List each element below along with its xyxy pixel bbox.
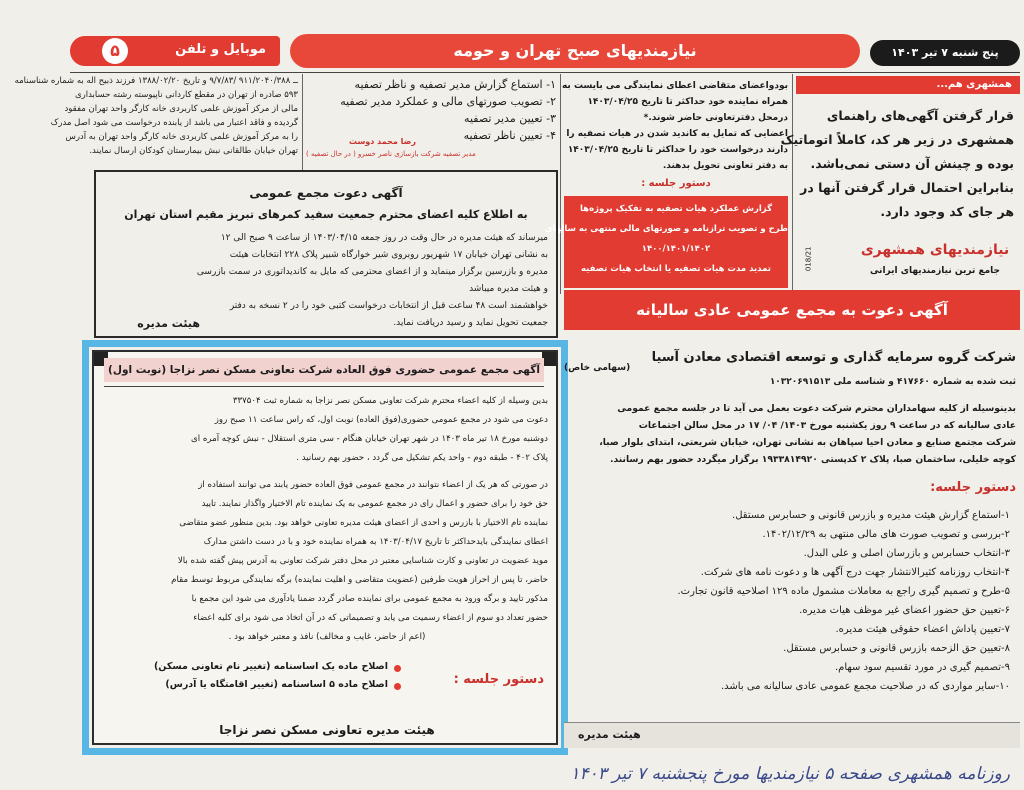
page-number: ۵ [102, 38, 128, 64]
agenda-item: ۷-تعیین پاداش اعضاء حقوقی هیئت مدیره. [835, 624, 1010, 635]
notice-line: اعضایی که تمایل به کاندید شدن در هیات تصفیه را [566, 129, 788, 139]
agenda-red-box [544, 196, 788, 288]
agenda-item: ۵-طرح و تصمیم گیری راجع به معاملات مشمول ماده ۱۲۹ اصلاحیه قانون تجارت. [677, 586, 1010, 597]
company-name: شرکت گروه سرمایه گذاری و توسعه اقتصادی معادن آسیا [651, 350, 1016, 365]
ad-line: حق خود را برای حضور و اعمال رای در مجمع عمومی به یک نماینده تام الاختیار واگذار نمایند. تایید [201, 499, 548, 509]
agenda-title: دستور جلسه : [641, 178, 711, 189]
asia-mining-assembly-ad [564, 290, 1020, 750]
agenda-item: ۲- تصویب صورتهای مالی و عملکرد مدیر تصفیه [340, 95, 556, 108]
ad-line: بدین وسیله از کلیه اعضاء محترم شرکت تعاونی مسکن نصر نزاجا به شماره ثبت ۳۳۷۵۰۴ [232, 396, 548, 406]
guidance-line: همشهری در زیر هر کد، کاملاً اتوماتیک [780, 132, 1014, 147]
notice-line: ــ ۹۱۱/۲۰۴۰/۳۸۸ /۹/۷/۸۳ و تاریخ ۱۳۸۸/۰۲/۲۰ فرزند ذبیح اله به شماره شناسنامه [14, 76, 298, 86]
agenda-item: ۴- تعیین ناظر تصفیه [463, 129, 556, 142]
liquidation-agenda [306, 74, 556, 170]
ad-line: خواهشمند است ۴۸ ساعت قبل از انتخابات درخواست کتبی خود را در ۲ نسخه به دفتر [229, 301, 548, 311]
handwritten-note: روزنامه همشهری صفحه ۵ نیازمندیها مورخ پنجشنبه ۷ تیر ۱۴۰۳ [570, 764, 1010, 784]
ad-line: میرساند که هیئت مدیره در حال وقت در روز جمعه ۱۴۰۳/۰۴/۱۵ از ساعت ۹ صبح الی ۱۲ [220, 233, 548, 243]
bullet-icon [394, 665, 401, 672]
signature-title: مدیر تصفیه شرکت بازسازی ناصر خسرو ( در حال تصفیه ) [306, 150, 476, 158]
ad-line: کوچه خلیلی، ساختمان صبا، پلاک ۲ کدپستی ۱۹۳۳۸۱۴۹۲۰ برگزار میگردد حضور بهم رسانند. [609, 454, 1016, 465]
ad-line: حاضر، تا پس از احراز هویت طرفین (عضویت متقاضی و اهلیت نماینده) برگه نمایندگی مربوط توسط مقام [171, 575, 548, 585]
guidance-line: هر جای کد وجود دارد. [880, 204, 1014, 219]
ad-line: دوشنبه مورخ ۱۸ تیر ماه ۱۴۰۳ در شهر تهران خیابان هنگام - سی متری استقلال - نبش کوچه آمره ای [191, 434, 548, 444]
signature-name: رضا محمد دوست [348, 137, 416, 146]
liquidation-notice-column [544, 74, 788, 294]
ad-signature: هیئت مدیره [137, 317, 200, 330]
agenda-item: طرح و تصویب ترازنامه و صورتهای مالی منتهی به سالهای [544, 224, 788, 234]
ad-line: (اعم از حاضر، غایب و مخالف) نافذ و معتبر خواهد بود . [228, 632, 426, 642]
notice-line: به دفتر تعاونی تحویل بدهند. [662, 161, 788, 171]
lost-certificate-notice [14, 74, 298, 166]
ad-line: مذکور تایید و برگه ورود به مجمع عمومی برای نماینده صادر گردد ضمنا یادآوری می شود این مجمع با [191, 594, 548, 604]
agenda-item: ۱۴۰۰/۱۴۰۱/۱۴۰۲ [641, 244, 711, 254]
agenda-item: ۲-بررسی و تصویب صورت های مالی منتهی به ۱۴۰۲/۱۲/۲۹. [762, 529, 1010, 540]
ad-line: دعوت می شود در مجمع عمومی حضوری(فوق العاده) نوبت اول، که راس ساعت ۱۱ صبح روز [214, 415, 548, 425]
ad-line: جمعیت تحویل نماید و رسید دریافت نماید. [393, 318, 548, 328]
corner-mark [542, 352, 556, 366]
ad-line: به نشانی تهران خیابان ۱۷ شهریور روبروی شیر خوارگاه شبیر پلاک ۲۲۸ انتخابات هیئت [229, 250, 548, 260]
nasr-nezaja-assembly-ad [92, 350, 558, 745]
notice-line: تهران خیابان طالقانی نبش بیمارستان کودکان ارسال نمایند. [89, 146, 298, 156]
column-divider [792, 74, 793, 294]
agenda-item: اصلاح ماده ۵ اساسنامه (تغییر اقامتگاه یا آدرس) [165, 679, 388, 690]
ad-line: و هیئت مدیره میباشد [469, 284, 548, 294]
header-rule [70, 72, 1020, 73]
notice-line: دارند درخواست خود را حداکثر تا تاریخ ۱۴۰۳/۰۴/۲۵ [567, 145, 788, 155]
ad-line: عادی سالیانه که در ساعت ۹ روز یکشنبه مورخ ۱۴۰۳/ ۰۴/ ۱۷ در محل سالن اجتماعات [638, 420, 1016, 431]
ad-line: حضور تعداد دو سوم از اعضاء رسمیت می یابد و تصمیماتی که در آن اتخاذ می شود برای کلیه اعضاء [193, 613, 548, 623]
agenda-item: تمدید مدت هیات تصفیه یا انتخاب هیات تصفیه [581, 264, 771, 274]
ad-line: نماینده تام الاختیار با بازرس و احدی از اعضای هیئت مدیره تعاونی خواهد بود. بدین منظور عضو متقاضی [179, 518, 548, 528]
agenda-item: ۱- استماع گزارش مدیر تصفیه و ناظر تصفیه [354, 78, 556, 91]
agenda-item: ۹-تصمیم گیری در مورد تقسیم سود سهام. [834, 662, 1010, 673]
notice-line: بودواعضای متقاضی اعطای نمایندگی می بایست به [561, 81, 788, 91]
notice-line: را به مرکز آموزش علمی کاربردی خانه کارگر واحد تهران به آدرس [65, 132, 298, 142]
bullet-icon [394, 683, 401, 690]
newspaper-title-banner [290, 34, 860, 68]
agenda-item: ۳-انتخاب حسابرس و بازرسان اصلی و علی البدل. [803, 548, 1010, 559]
ad-line: شرکت مجتمع صنایع و معادن احیا سپاهان به نشانی تهران، خیابان شریعتی، ابتدای بلوار صبا، [599, 437, 1016, 448]
agenda-item: ۶-تعیین حق حضور اعضای غیر موظف هیات مدیره. [799, 605, 1010, 616]
registration-line: ثبت شده به شماره ۴۱۷۶۶۰ و شناسه ملی ۱۰۳۲۰۶۹۱۵۱۳ [769, 377, 1016, 387]
ad-title: آگهی مجمع عمومی حضوری فوق العاده شرکت تعاونی مسکن نصر نزاجا (نوبت اول) [108, 364, 540, 376]
ad-line: مدیره و بازرسین برگزار مینماید و از اعضای محترمی که مایل به کاندیداتوری در سمت بازرسی [196, 267, 548, 277]
section-label: موبایل و تلفن [175, 42, 266, 57]
agenda-item: ۳- تعیین مدیر تصفیه [464, 112, 556, 125]
ad-banner: آگهی دعوت به مجمع عمومی عادی سالیانه [564, 290, 1020, 330]
notice-line: درمحل دفترتعاونی حاضر شوند.* [643, 113, 788, 123]
ad-line: در صورتی که هر یک از اعضاء نتوانند در مجمع عمومی فوق العاده حضور یابند می توانند استفاده از [198, 480, 548, 490]
agenda-item: ۴-انتخاب روزنامه کثیرالانتشار جهت درج آگهی ها و دعوت نامه های شرکت. [700, 567, 1010, 578]
ad-line: بدینوسیله از کلیه سهامداران محترم شرکت دعوت بعمل می آید تا در جلسه مجمع عمومی [617, 403, 1016, 414]
ad-line: اعطای نمایندگی بایدحداکثر تا تاریخ ۱۴۰۳/۰۴/۱۷ به همراه نماینده خود و با در دست داشتن مدارک [203, 537, 548, 547]
agenda-item: ۱-استماع گزارش هیئت مدیره و بازرس قانونی و حسابرس مستقل. [732, 510, 1010, 521]
brand-tagline: جامع ترین نیازمندیهای ایرانی [869, 266, 1001, 276]
guidance-line: بوده و چینش آن دستی نمی‌باشد. [810, 156, 1014, 171]
column-divider [560, 74, 561, 294]
title-rule [104, 386, 544, 387]
company-type: (سهامی خاص) [564, 363, 631, 373]
column-divider [302, 74, 303, 170]
date-pill [870, 40, 1020, 66]
date-label: پنج شنبه ۷ تیر ۱۴۰۳ [891, 46, 999, 59]
ad-signature: هیئت مدیره تعاونی مسکن نصر نزاجا [219, 723, 435, 737]
ad-signature: هیئت مدیره [578, 728, 641, 741]
notice-line: همراه نماینده خود حداکثر تا تاریخ ۱۴۰۳/۰۴/۲۵ [587, 97, 788, 107]
agenda-title: دستور جلسه: [930, 480, 1016, 495]
agenda-title: دستور جلسه : [453, 672, 544, 687]
notice-line: مالی از مرکز آموزش علمی کاربردی خانه کارگر واحد تهران مفقود [64, 104, 298, 114]
tabriz-assembly-ad [94, 170, 558, 338]
notice-line: ۵۹۳ صادره از تهران در مقطع کاردانی ناپیوسته رشته حسابداری [74, 90, 298, 100]
agenda-item: اصلاح ماده یک اساسنامه (تغییر نام تعاونی مسکن) [153, 661, 388, 672]
ad-line: موید عضویت در تعاونی و کارت شناسایی معتبر در محل دفتر شرکت تعاونی به آدرس پیش گفته شده بالا [177, 556, 548, 566]
ad-subtitle: به اطلاع کلیه اعضای محترم جمعیت سفید کمرهای تبریز مقیم استان تهران [124, 208, 528, 221]
notice-line: گردیده و فاقد اعتبار می باشد از یابنده درخواست می شود اصل مدرک [50, 118, 298, 128]
ad-title: آگهی دعوت مجمع عمومی [249, 186, 403, 200]
agenda-item: ۸-تعیین حق الزحمه بازرس قانونی و حسابرس مستقل. [783, 643, 1010, 654]
ad-code: 018/21 [804, 246, 813, 272]
brand-logo: نیازمندیهای همشهری [860, 242, 1010, 258]
agenda-item: ۱۰-سایر مواردی که در صلاحیت مجمع عمومی عادی سالیانه می باشد. [721, 681, 1010, 692]
guidance-line: بنابراین احتمال قرار گرفتن آنها در [800, 180, 1014, 195]
newspaper-title: نیازمندیهای صبح تهران و حومه [453, 41, 697, 60]
guidance-line: قرار گرفتن آگهی‌های راهنمای [826, 108, 1014, 123]
agenda-item: گزارش عملکرد هیات تصفیه به تفکیک پروژه‌ها [579, 204, 773, 214]
ad-line: پلاک ۴۰۲ - طبقه دوم - واحد یکم تشکیل می گردد ، حضور بهم رسانید . [296, 453, 548, 463]
hamshahri-guidance-box [780, 74, 1020, 294]
guidance-heading: همشهری هم... [796, 76, 1020, 94]
